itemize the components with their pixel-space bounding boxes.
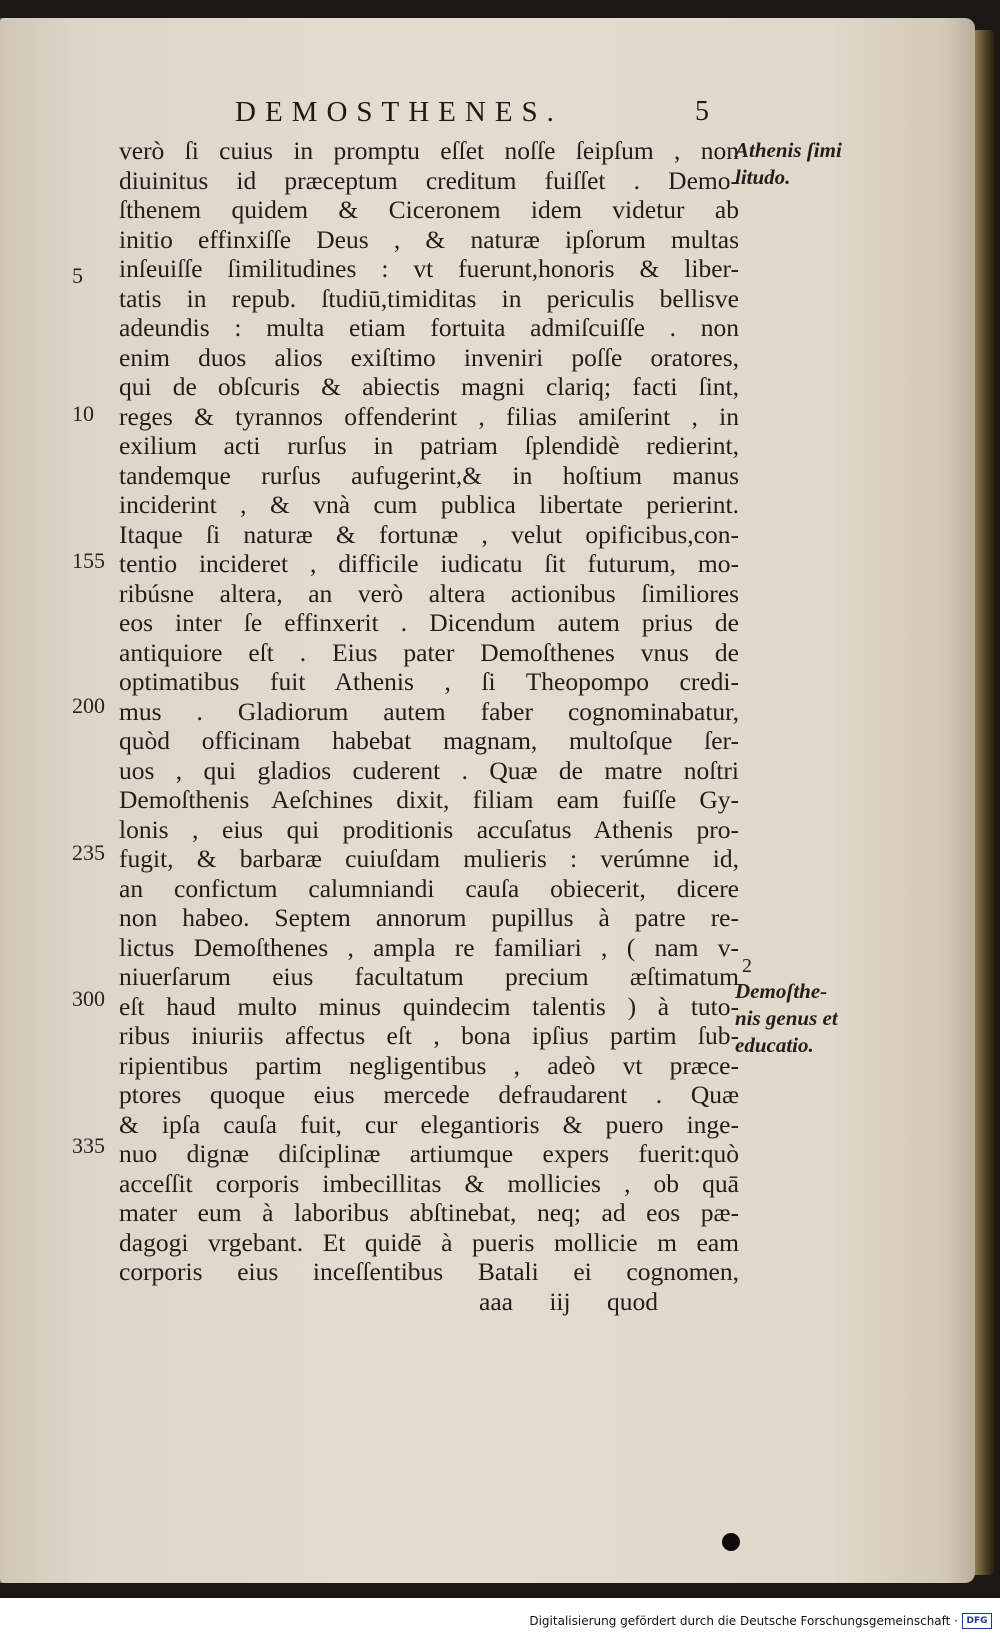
- page-number: 5: [695, 96, 709, 127]
- line-number: 5: [72, 263, 83, 288]
- text-line: diuinitus id præceptum creditum fuiſſet . Demo-: [119, 165, 739, 195]
- text-line: antiquiore eſt . Eius pater Demoſthenes vnus de: [119, 637, 739, 667]
- line-number: 235: [72, 840, 105, 865]
- text-line: dagogi vrgebant. Et quidē à pueris mollicie m eam: [119, 1227, 739, 1257]
- text-line: tandemque rurſus aufugerint,& in hoſtium manus: [119, 460, 739, 490]
- line-number: 200: [72, 693, 105, 718]
- text-line: adeundis : multa etiam fortuita admiſcuiſſe . non: [119, 313, 739, 342]
- page-edge: [975, 30, 995, 1575]
- text-line: optimatibus fuit Athenis , ſi Theopompo credi-: [119, 667, 739, 696]
- running-head: DEMOSTHENES.: [235, 96, 563, 128]
- text-line: lonis , eius qui proditionis accuſatus Athenis pro-: [119, 814, 739, 844]
- body-text: [119, 136, 739, 1316]
- text-line: reges & tyrannos offenderint , filias amiſerint , in: [119, 401, 739, 431]
- text-line: tentio incideret , difficile iudicatu ſit futurum, mo-: [119, 549, 739, 578]
- text-line: fugit, & barbaræ cuiuſdam mulieris : verúmne id,: [119, 844, 739, 873]
- text-line: ribúsne altera, an verò altera actionibus ſimiliores: [119, 578, 739, 608]
- text-line: ribus iniuriis affectus eſt , bona ipſius partim ſub-: [119, 1021, 739, 1050]
- text-line: nuo dignæ diſciplinæ artiumque expers fuerit:quò: [119, 1139, 739, 1168]
- line-number: 300: [72, 986, 105, 1011]
- text-line: an confictum calumniandi cauſa obiecerit, dicere: [119, 873, 739, 903]
- line-number: 155: [72, 548, 105, 573]
- text-line: exilium acti rurſus in patriam ſplendidè redierint,: [119, 431, 739, 460]
- text-line: acceſſit corporis imbecillitas & mollicies , ob quā: [119, 1168, 739, 1198]
- text-line: tatis in repub. ſtudiū,timiditas in periculis bellisve: [119, 283, 739, 313]
- text-line: Itaque ſi naturæ & fortunæ , velut opificibus,con-: [119, 519, 739, 549]
- text-line: mus . Gladiorum autem faber cognominabatur,: [119, 696, 739, 726]
- text-line: mater eum à laboribus abſtinebat, neq; ad eos pæ-: [119, 1198, 739, 1227]
- text-line: non habeo. Septem annorum pupillus à patre re-: [119, 903, 739, 932]
- text-line: eſt haud multo minus quindecim talentis ) à tuto-: [119, 991, 739, 1021]
- margin-note-education: Demoſthe- nis genus et educatio.: [735, 979, 838, 1057]
- margin-note-similarity: Athenis ſimi litudo.: [735, 138, 842, 189]
- text-line: ptores quoque eius mercede defraudarent . Quæ: [119, 1080, 739, 1109]
- line-number: 10: [72, 401, 94, 426]
- text-line: inciderint , & vnà cum publica libertate perierint.: [119, 490, 739, 519]
- text-line: lictus Demoſthenes , ampla re familiari , ( nam v-: [119, 932, 739, 962]
- text-line: uos , qui gladios cuderent . Quæ de matre noſtri: [119, 755, 739, 785]
- text-line: quòd officinam habebat magnam, multoſque ſer-: [119, 726, 739, 755]
- text-line: eos inter ſe effinxerit . Dicendum autem prius de: [119, 608, 739, 637]
- text-line: & ipſa cauſa fuit, cur elegantioris & puero inge-: [119, 1109, 739, 1139]
- line-number: 335: [72, 1133, 105, 1158]
- signature-catchword-line: aaa iij quod: [479, 1286, 658, 1316]
- text-line: ſthenem quidem & Ciceronem idem videtur ab: [119, 195, 739, 224]
- text-line: inſeuiſſe ſimilitudines : vt fuerunt,honoris & liber-: [119, 254, 739, 283]
- funding-credit: Digitalisierung gefördert durch die Deutsche Forschungsgemeinschaft ·: [529, 1614, 958, 1628]
- dfg-logo: DFG: [962, 1613, 992, 1629]
- text-line: niuerſarum eius facultatum precium æſtimatum: [119, 962, 739, 991]
- text-line: qui de obſcuris & abiectis magni clariq; facti ſint,: [119, 372, 739, 401]
- text-line: ripientibus partim negligentibus , adeò vt præce-: [119, 1050, 739, 1080]
- text-line: initio effinxiſſe Deus , & naturæ ipſorum multas: [119, 224, 739, 254]
- text-line: corporis eius inceſſentibus Batali ei cognomen,: [119, 1257, 739, 1286]
- text-line: Demoſthenis Aeſchines dixit, filiam eam fuiſſe Gy-: [119, 785, 739, 814]
- text-line: enim duos alios exiſtimo inveniri poſſe oratores,: [119, 342, 739, 372]
- ink-blot: [722, 1533, 740, 1551]
- margin-note-number: 2: [742, 955, 752, 977]
- text-line: verò ſi cuius in promptu eſſet noſſe ſeipſum , non: [119, 136, 739, 165]
